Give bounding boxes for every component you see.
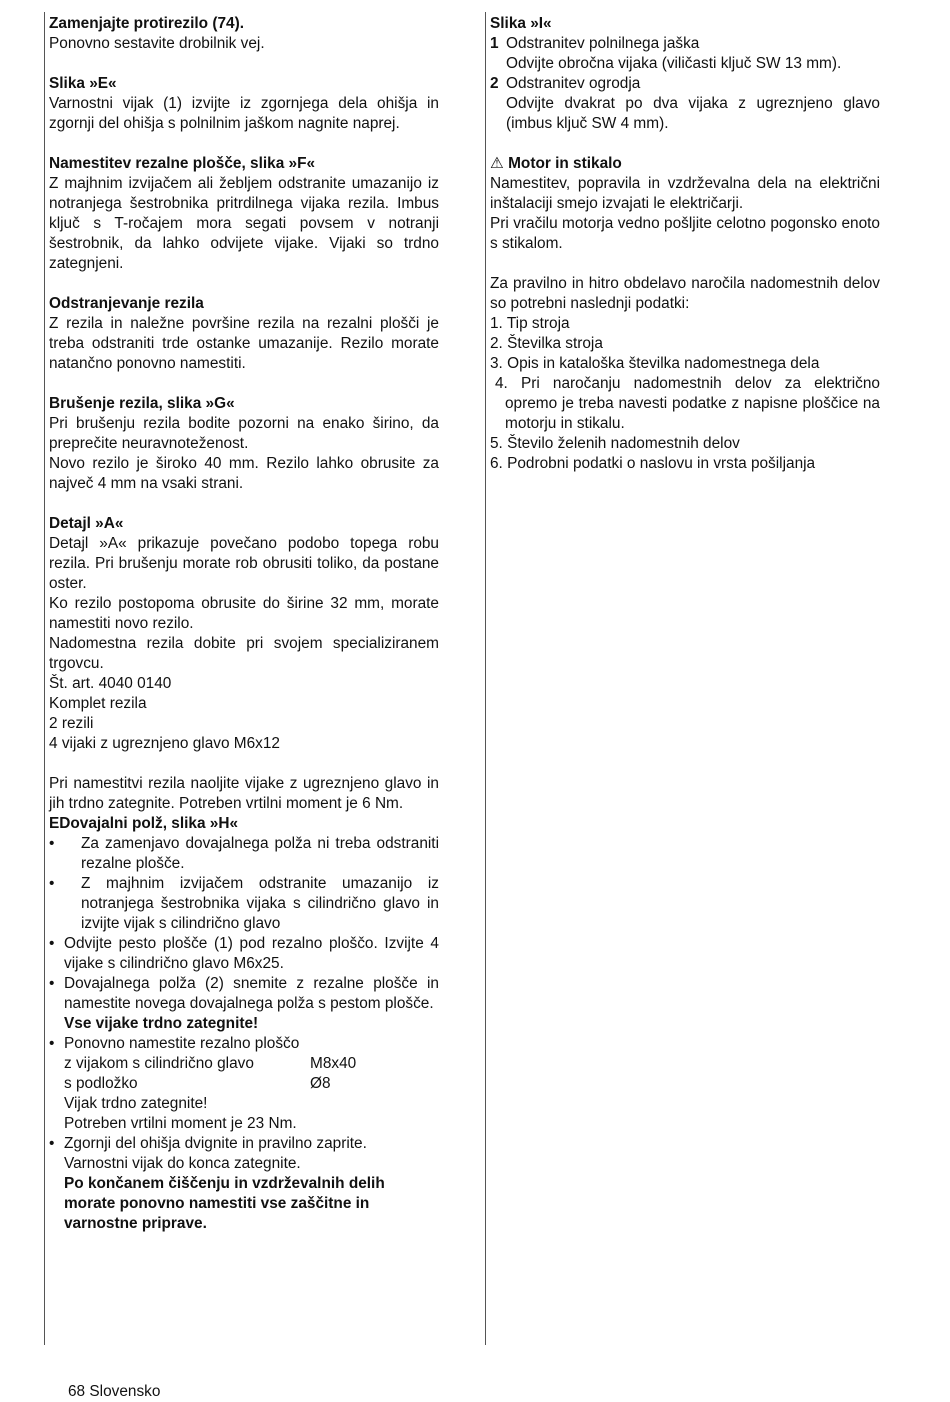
center-column-rule: [485, 12, 486, 1345]
bullet-icon: •: [49, 1035, 55, 1052]
section-title: Namestitev rezalne plošče, slika »F«: [49, 155, 316, 172]
paragraph: Nadomestna rezila dobite pri svojem specializiranem trgovcu.: [49, 635, 439, 672]
section-title: [490, 154, 880, 174]
bullet-icon: •: [49, 835, 55, 852]
numbered-item: [490, 34, 880, 74]
paragraph: Z majhnim izvijačem ali žebljem odstranite umazanijo iz notranjega šestrobnika pritrdilnega vijaka rezila. Imbus ključ s T-ročajem mora segati povsem v notranji šestrobnik, da lahko odvijete vijake. Vijaki so trdno zategnjeni.: [49, 175, 439, 272]
list-item: 6. Podrobni podatki o naslovu in vrsta pošiljanja: [490, 455, 816, 472]
right-column: [490, 14, 880, 474]
list-item-text: Odvijte pesto plošče (1) pod rezalno ploščo. Izvijte 4 vijake s cilindrično glavo M6x25.: [64, 935, 439, 972]
paragraph: Detajl »A« prikazuje povečano podobo topega robu rezila. Pri brušenju morate rob obrusiti toliko, da postane oster.: [49, 535, 439, 592]
kit-line: 2 rezili: [49, 715, 94, 732]
section-title: Detajl »A«: [49, 515, 124, 532]
list-item: 4. Pri naročanju nadomestnih delov za električno opremo je treba navesti podatke z napisne ploščice na motorju in stikalu.: [495, 375, 880, 432]
page-footer: 68 Slovensko: [68, 1383, 161, 1400]
paragraph: Varnostni vijak (1) izvijte iz zgornjega dela ohišja in zgornji del ohišja s polnilnim jaškom nagnite naprej.: [49, 95, 439, 132]
warning-icon: ⚠: [490, 155, 504, 172]
list-item: 3. Opis in kataloška številka nadomestnega dela: [490, 355, 820, 372]
paragraph: Pri vračilu motorja vedno pošljite celotno pogonsko enoto s stikalom.: [490, 215, 880, 252]
left-column-rule: [44, 12, 45, 1345]
list-item-text: Vijak trdno zategnite!: [64, 1095, 208, 1112]
article-number: Št. art. 4040 0140: [49, 675, 172, 692]
list-item: 2. Številka stroja: [490, 335, 603, 352]
spec-value: Ø8: [310, 1075, 331, 1092]
paragraph: Odvijte obročna vijaka (viličasti ključ SW 13 mm).: [506, 55, 842, 72]
list-item: [49, 1034, 439, 1134]
kit-line: 4 vijaki z ugreznjeno glavo M6x12: [49, 735, 280, 752]
list-item: 5. Število želenih nadomestnih delov: [490, 435, 740, 452]
paragraph: Pri brušenju rezila bodite pozorni na enako širino, da preprečite neuravnoteženost.: [49, 415, 439, 452]
item-number: 1: [490, 35, 499, 52]
paragraph: Z rezila in naležne površine rezila na rezalni plošči je treba odstraniti trde ostanke umazanije. Rezilo morate natančno ponovno namestiti.: [49, 315, 439, 372]
section-title: Odstranjevanje rezila: [49, 295, 204, 312]
section-title: Slika »E«: [49, 75, 117, 92]
bullet-icon: •: [49, 1135, 55, 1152]
paragraph: Za pravilno in hitro obdelavo naročila nadomestnih delov so potrebni naslednji podatki:: [490, 275, 880, 312]
kit-line: Komplet rezila: [49, 695, 147, 712]
left-column: [49, 14, 439, 1234]
bullet-icon: •: [49, 975, 55, 992]
paragraph: Ko rezilo postopoma obrusite do širine 32 mm, morate namestiti novo rezilo.: [49, 595, 439, 632]
paragraph: Pri namestitvi rezila naoljite vijake z ugreznjeno glavo in jih trdno zategnite. Potreben vrtilni moment je 6 Nm.: [49, 775, 439, 812]
list-item: [49, 874, 439, 934]
list-item-text: Za zamenjavo dovajalnega polža ni treba odstraniti rezalne plošče.: [81, 835, 439, 872]
list-item: [49, 974, 439, 1034]
numbered-item: [490, 74, 880, 134]
item-number: 2: [490, 75, 499, 92]
spec-row: [64, 1074, 439, 1094]
list-item-text: Varnostni vijak do konca zategnite.: [64, 1155, 301, 1172]
section-title: Zamenjajte protirezilo (74).: [49, 15, 244, 32]
item-title: Odstranitev polnilnega jaška: [506, 35, 700, 52]
list-item-text: Dovajalnega polža (2) snemite z rezalne plošče in namestite novega dovajalnega polža s pestom plošče.: [64, 975, 439, 1012]
list-item-text: Z majhnim izvijačem odstranite umazanijo iz notranjega šestrobnika vijaka s cilindrično glavo in izvijte vijak s cilindrično glavo: [81, 875, 439, 932]
section-title: Slika »I«: [490, 15, 552, 32]
list-item: [49, 934, 439, 974]
spec-row: [64, 1054, 439, 1074]
list-item: 1. Tip stroja: [490, 315, 570, 332]
emphasis-text: Po končanem čiščenju in vzdrževalnih delih morate ponovno namestiti vse zaščitne in varnostne priprave.: [64, 1175, 385, 1232]
paragraph: Ponovno sestavite drobilnik vej.: [49, 35, 265, 52]
spec-value: M8x40: [310, 1055, 357, 1072]
bullet-icon: •: [49, 935, 55, 952]
spec-label: z vijakom s cilindrično glavo: [64, 1055, 254, 1072]
spec-label: s podložko: [64, 1075, 138, 1092]
emphasis-text: Vse vijake trdno zategnite!: [64, 1015, 259, 1032]
bullet-icon: •: [49, 875, 55, 892]
section-title: Brušenje rezila, slika »G«: [49, 395, 235, 412]
section-title-text: Motor in stikalo: [508, 155, 622, 172]
paragraph: Odvijte dvakrat po dva vijaka z ugreznjeno glavo (imbus ključ SW 4 mm).: [506, 95, 880, 132]
item-title: Odstranitev ogrodja: [506, 75, 641, 92]
list-item-text: Potreben vrtilni moment je 23 Nm.: [64, 1115, 297, 1132]
list-item: [49, 1134, 439, 1234]
paragraph: Novo rezilo je široko 40 mm. Rezilo lahko obrusite za največ 4 mm na vsaki strani.: [49, 455, 439, 492]
list-item-text: Ponovno namestite rezalno ploščo: [64, 1035, 300, 1052]
section-title: EDovajalni polž, slika »H«: [49, 815, 239, 832]
list-item-text: Zgornji del ohišja dvignite in pravilno zaprite.: [64, 1135, 367, 1152]
list-item: [49, 834, 439, 874]
paragraph: Namestitev, popravila in vzdrževalna dela na električni inštalaciji smejo izvajati le električarji.: [490, 175, 880, 212]
